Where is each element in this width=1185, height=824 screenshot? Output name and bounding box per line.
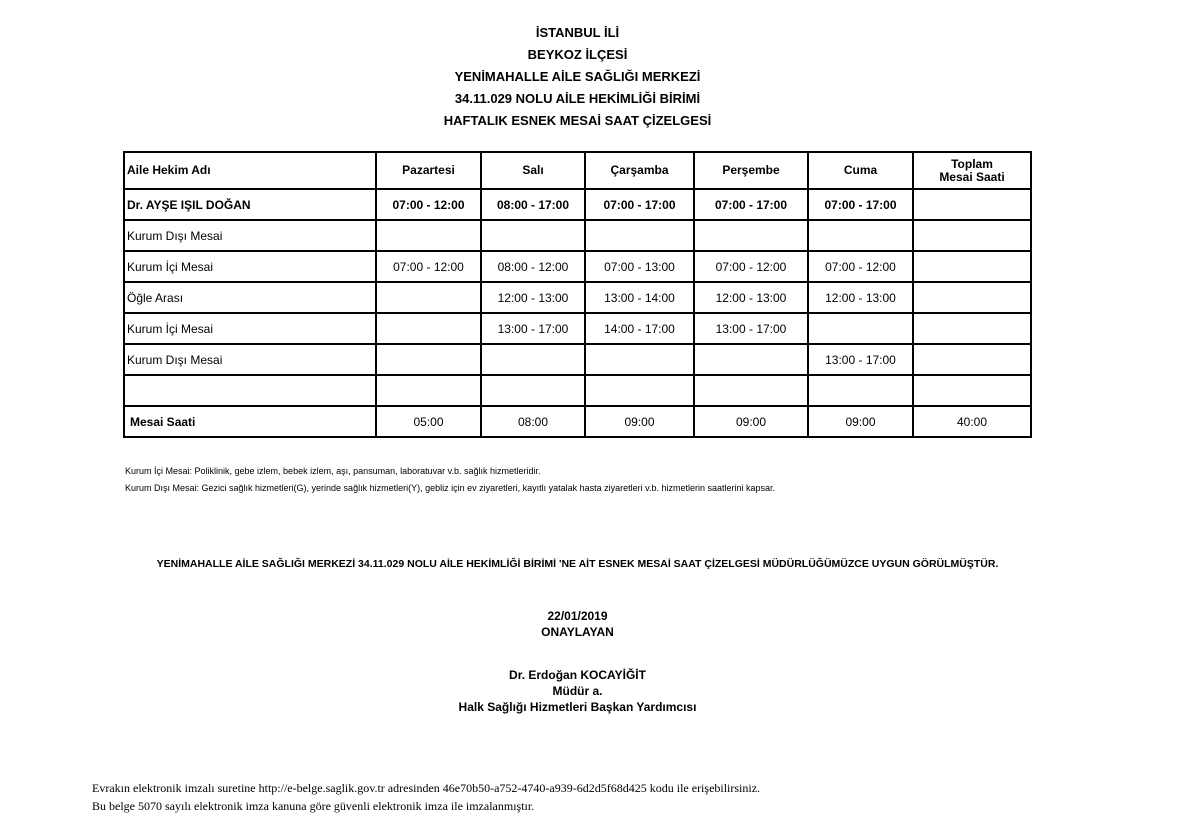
row-label-cell: Kurum İçi Mesai <box>124 313 376 344</box>
weekly-total-cell: 40:00 <box>913 406 1031 437</box>
table-cell <box>376 375 481 406</box>
doctor-name-cell: Dr. AYŞE IŞIL DOĞAN <box>124 189 376 220</box>
table-cell: 13:00 - 17:00 <box>694 313 808 344</box>
table-cell <box>913 313 1031 344</box>
table-cell <box>376 313 481 344</box>
header-province: İSTANBUL İLİ <box>535 25 620 40</box>
table-cell <box>913 282 1031 313</box>
table-cell: 07:00 - 17:00 <box>694 189 808 220</box>
column-header-thursday: Perşembe <box>694 152 808 189</box>
table-cell <box>481 220 585 251</box>
row-label-cell: Kurum İçi Mesai <box>124 251 376 282</box>
table-cell: 13:00 - 17:00 <box>808 344 913 375</box>
table-cell <box>913 189 1031 220</box>
signer-position: Halk Sağlığı Hizmetleri Başkan Yardımcısı <box>458 700 697 714</box>
signature-block <box>0 608 1155 715</box>
table-cell <box>694 375 808 406</box>
table-cell: 13:00 - 14:00 <box>585 282 694 313</box>
table-cell: 05:00 <box>376 406 481 437</box>
table-header-row <box>124 152 1031 189</box>
row-label-cell: Öğle Arası <box>124 282 376 313</box>
table-cell: 07:00 - 13:00 <box>585 251 694 282</box>
table-row <box>124 189 1031 220</box>
table-cell <box>808 375 913 406</box>
table-cell: 09:00 <box>585 406 694 437</box>
table-cell <box>585 220 694 251</box>
table-cell: 09:00 <box>694 406 808 437</box>
footnote-internal: Kurum İçi Mesai: Poliklinik, gebe izlem, bebek izlem, aşı, pansuman, laboratuvar v.b. sağlık hizmetleridir. <box>125 466 541 476</box>
header-unit: 34.11.029 NOLU AİLE HEKİMLİĞİ BİRİMİ <box>454 91 701 106</box>
table-cell: 07:00 - 12:00 <box>694 251 808 282</box>
column-header-total: Toplam Mesai Saati <box>913 152 1031 189</box>
approval-date: 22/01/2019 <box>547 609 608 623</box>
total-label-cell: Mesai Saati <box>124 406 376 437</box>
table-cell: 09:00 <box>808 406 913 437</box>
table-cell <box>481 344 585 375</box>
header-document-title: HAFTALIK ESNEK MESAİ SAAT ÇİZELGESİ <box>443 113 712 128</box>
document-header <box>0 22 1155 132</box>
footnotes <box>125 463 1025 497</box>
table-cell <box>694 220 808 251</box>
table-cell: 07:00 - 17:00 <box>808 189 913 220</box>
table-row <box>124 344 1031 375</box>
table-cell <box>585 344 694 375</box>
table-cell: 07:00 - 12:00 <box>808 251 913 282</box>
table-cell: 12:00 - 13:00 <box>694 282 808 313</box>
footer-legal-note: Bu belge 5070 sayılı elektronik imza kanuna göre güvenli elektronik imza ile imzalanmıştır. <box>92 799 535 813</box>
weekly-schedule-table <box>123 151 1032 438</box>
table-cell <box>808 313 913 344</box>
signer-title: Müdür a. <box>552 684 603 698</box>
table-row-empty <box>124 375 1031 406</box>
column-header-wednesday: Çarşamba <box>585 152 694 189</box>
column-header-tuesday: Salı <box>481 152 585 189</box>
approval-statement: YENİMAHALLE AİLE SAĞLIĞI MERKEZİ 34.11.029 NOLU AİLE HEKİMLİĞİ BİRİMİ 'NE AİT ESNEK MESAİ SAAT ÇİZELGESİ MÜDÜRLÜĞÜMÜZCE UYGUN GÖRÜLMÜŞTÜR. <box>156 558 999 570</box>
header-district: BEYKOZ İLÇESİ <box>527 47 628 62</box>
footnote-external: Kurum Dışı Mesai: Gezici sağlık hizmetleri(G), yerinde sağlık hizmetleri(Y), gebliz için ev ziyaretleri, kayıtlı yatalak hasta ziyaretleri v.b. hizmetlerin saatlerini kapsar. <box>125 483 776 493</box>
table-row <box>124 313 1031 344</box>
header-health-center: YENİMAHALLE AİLE SAĞLIĞI MERKEZİ <box>454 69 701 84</box>
table-cell: 07:00 - 12:00 <box>376 251 481 282</box>
table-cell: 08:00 - 17:00 <box>481 189 585 220</box>
table-cell: 14:00 - 17:00 <box>585 313 694 344</box>
table-cell <box>913 375 1031 406</box>
table-cell <box>376 282 481 313</box>
table-total-row <box>124 406 1031 437</box>
table-cell <box>913 344 1031 375</box>
column-header-doctor: Aile Hekim Adı <box>124 152 376 189</box>
column-header-friday: Cuma <box>808 152 913 189</box>
table-cell: 08:00 <box>481 406 585 437</box>
approval-status: ONAYLAYAN <box>541 625 614 639</box>
table-cell: 13:00 - 17:00 <box>481 313 585 344</box>
footer-verification: Evrakın elektronik imzalı suretine http://e-belge.saglik.gov.tr adresinden 46e70b50-a752-4740-a939-6d2d5f68d425 kodu ile erişebilirsiniz. <box>92 781 761 795</box>
table-cell <box>376 344 481 375</box>
table-cell <box>913 251 1031 282</box>
row-label-cell: Kurum Dışı Mesai <box>124 344 376 375</box>
table-cell <box>913 220 1031 251</box>
table-cell <box>694 344 808 375</box>
table-cell <box>124 375 376 406</box>
table-cell <box>585 375 694 406</box>
table-cell <box>808 220 913 251</box>
table-row <box>124 251 1031 282</box>
column-header-monday: Pazartesi <box>376 152 481 189</box>
table-row <box>124 282 1031 313</box>
table-cell <box>376 220 481 251</box>
table-cell: 12:00 - 13:00 <box>481 282 585 313</box>
table-cell: 08:00 - 12:00 <box>481 251 585 282</box>
table-cell <box>481 375 585 406</box>
e-signature-footer <box>92 779 992 815</box>
signer-name: Dr. Erdoğan KOCAYİĞİT <box>509 668 646 682</box>
table-cell: 07:00 - 12:00 <box>376 189 481 220</box>
table-row <box>124 220 1031 251</box>
table-cell: 12:00 - 13:00 <box>808 282 913 313</box>
table-cell: 07:00 - 17:00 <box>585 189 694 220</box>
row-label-cell: Kurum Dışı Mesai <box>124 220 376 251</box>
